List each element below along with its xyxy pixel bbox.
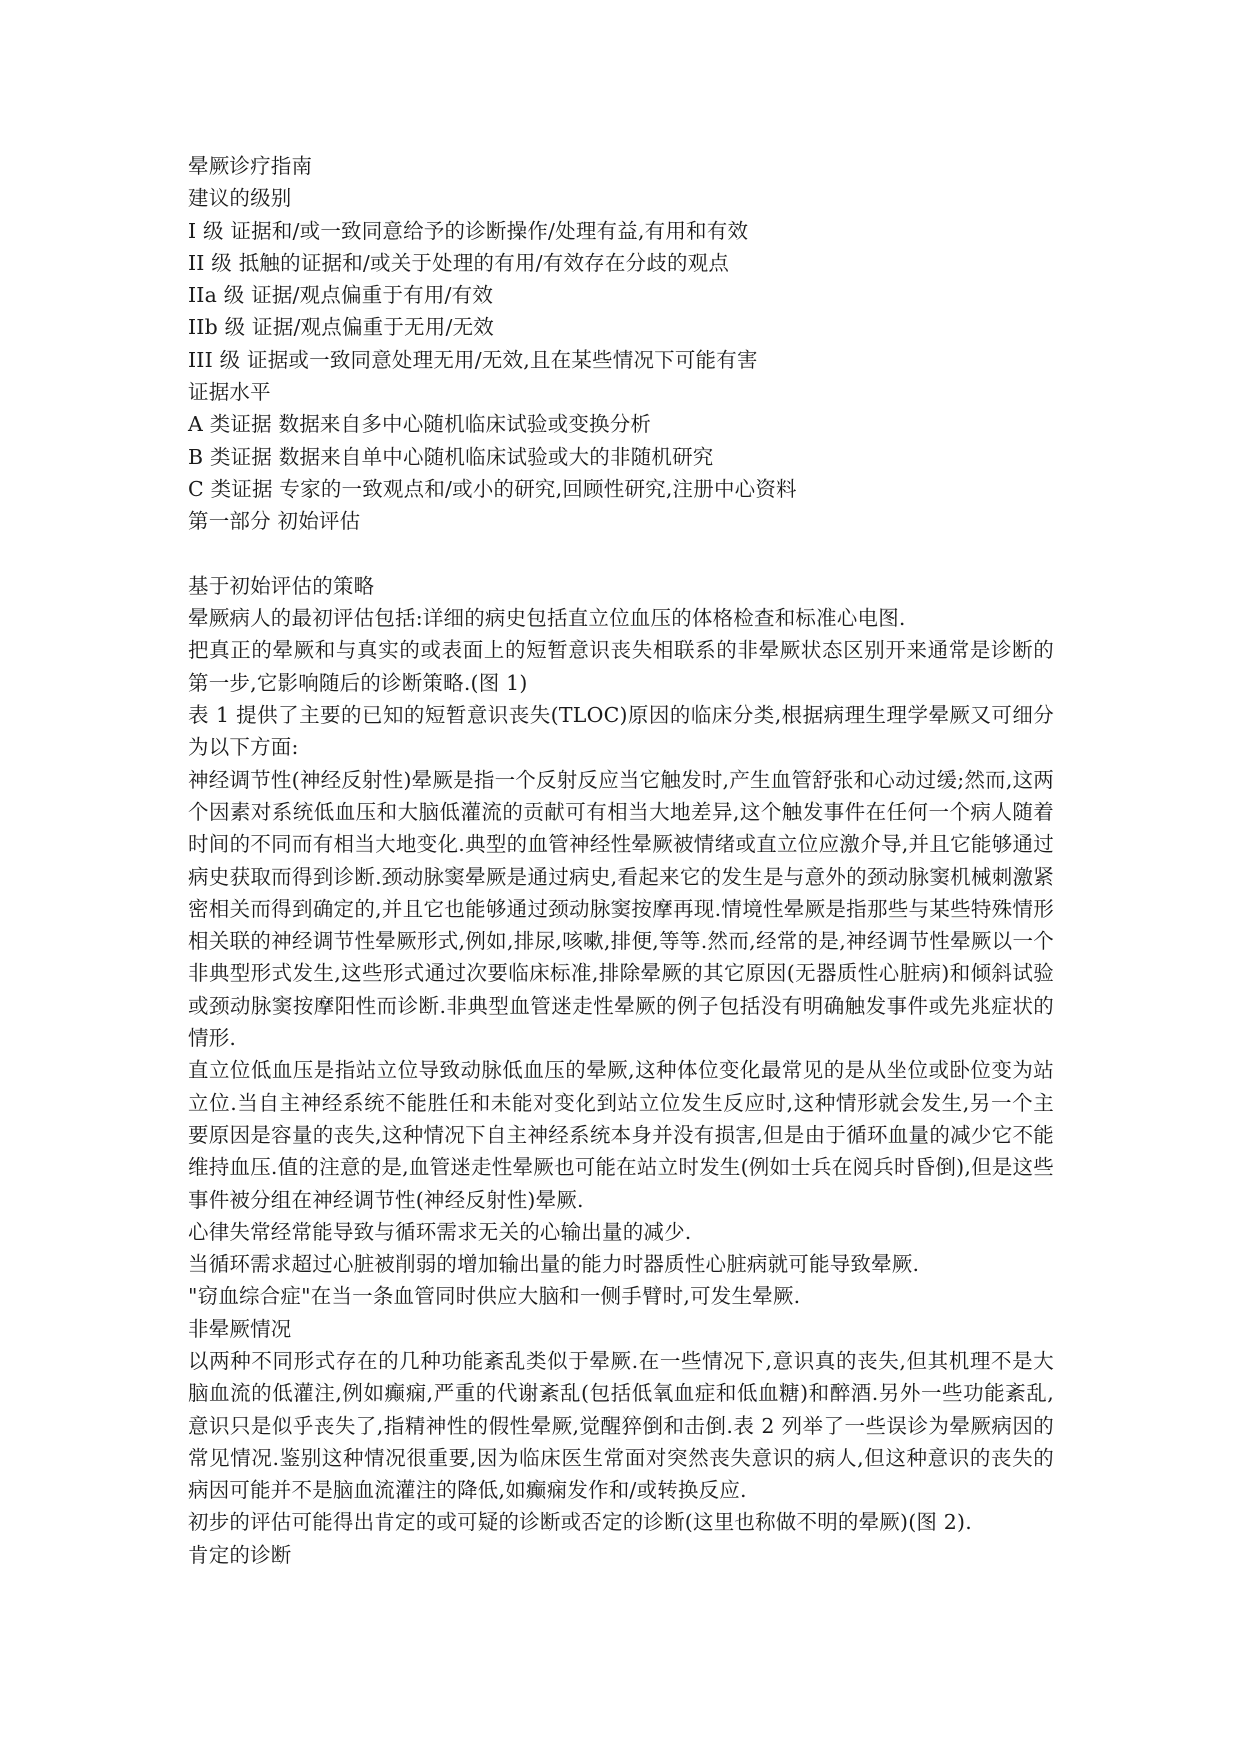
body-paragraph: 心律失常经常能导致与循环需求无关的心输出量的减少. [188, 1219, 692, 1244]
body-paragraph: 把真正的晕厥和与真实的或表面上的短暂意识丧失相联系的非晕厥状态区别开来通常是诊断的第一步,它影响随后的诊断策略.(图 1) [188, 638, 1054, 695]
rec-level-item: IIb 级 证据/观点偏重于无用/无效 [188, 315, 494, 340]
document-title: 晕厥诊疗指南 [188, 154, 313, 178]
evidence-level-item: A 类证据 数据来自多中心随机临床试验或变换分析 [188, 412, 652, 437]
rec-level-item: I 级 证据和/或一致同意给予的诊断操作/处理有益,有用和有效 [188, 218, 749, 243]
body-paragraph: 初步的评估可能得出肯定的或可疑的诊断或否定的诊断(这里也称做不明的晕厥)(图 2). [188, 1510, 972, 1535]
evidence-level-item: B 类证据 数据来自单中心随机临床试验或大的非随机研究 [188, 444, 714, 469]
body-paragraph: 晕厥病人的最初评估包括:详细的病史包括直立位血压的体格检查和标准心电图. [188, 606, 906, 631]
blank-line [188, 538, 1054, 570]
evidence-level-item: C 类证据 专家的一致观点和/或小的研究,回顾性研究,注册中心资料 [188, 476, 797, 501]
body-paragraph: 神经调节性(神经反射性)晕厥是指一个反射反应当它触发时,产生血管舒张和心动过缓;然而,这两个因素对系统低血压和大脑低灌流的贡献可有相当大地差异,这个触发事件在任何一个病人随着时间的不同而有相当大地变化.典型的血管神经性晕厥被情绪或直立位应激介导,并且它能够通过病史获取而得到诊断.颈动脉窦晕厥是通过病史,看起来它的发生是与意外的颈动脉窦机械刺激紧密相关而得到确定的,并且它也能够通过颈动脉窦按摩再现.情境性晕厥是指那些与某些特殊情形相关联的神经调节性晕厥形式,例如,排尿,咳嗽,排便,等等.然而,经常的是,神经调节性晕厥以一个非典型形式发生,这些形式通过次要临床标准,排除晕厥的其它原因(无器质性心脏病)和倾斜试验或颈动脉窦按摩阳性而诊断.非典型血管迷走性晕厥的例子包括没有明确触发事件或先兆症状的情形. [188, 767, 1054, 1051]
section-heading-evidence-levels: 证据水平 [188, 380, 271, 405]
section-heading-non-syncope: 非晕厥情况 [188, 1316, 292, 1341]
rec-level-item: IIa 级 证据/观点偏重于有用/有效 [188, 283, 494, 308]
section-heading-strategy: 基于初始评估的策略 [188, 573, 375, 598]
body-paragraph: 当循环需求超过心脏被削弱的增加输出量的能力时器质性心脏病就可能导致晕厥. [188, 1252, 920, 1277]
part-heading: 第一部分 初始评估 [188, 509, 361, 534]
body-paragraph: 直立位低血压是指站立位导致动脉低血压的晕厥,这种体位变化最常见的是从坐位或卧位变为站立位.当自主神经系统不能胜任和未能对变化到站立位发生反应时,这种情形就会发生,另一个主要原因是容量的丧失,这种情况下自主神经系统本身并没有损害,但是由于循环血量的减少它不能维持血压.值的注意的是,血管迷走性晕厥也可能在站立时发生(例如士兵在阅兵时昏倒),但是这些事件被分组在神经调节性(神经反射性)晕厥. [188, 1058, 1054, 1212]
section-heading-positive-diagnosis: 肯定的诊断 [188, 1542, 292, 1567]
body-paragraph: 以两种不同形式存在的几种功能紊乱类似于晕厥.在一些情况下,意识真的丧失,但其机理不是大脑血流的低灌注,例如癫痫,严重的代谢紊乱(包括低氧血症和低血糖)和醉酒.另外一些功能紊乱,意识只是似乎丧失了,指精神性的假性晕厥,觉醒猝倒和击倒.表 2 列举了一些误诊为晕厥病因的常见情况.鉴别这种情况很重要,因为临床医生常面对突然丧失意识的病人,但这种意识的丧失的病因可能并不是脑血流灌注的降低,如癫痫发作和/或转换反应. [188, 1348, 1054, 1503]
document-page [188, 150, 1054, 1571]
section-heading-recommendation-levels: 建议的级别 [188, 186, 292, 211]
rec-level-item: II 级 抵触的证据和/或关于处理的有用/有效存在分歧的观点 [188, 250, 730, 275]
body-paragraph: 表 1 提供了主要的已知的短暂意识丧失(TLOC)原因的临床分类,根据病理生理学晕厥又可细分为以下方面: [188, 703, 1054, 760]
body-paragraph: "窃血综合症"在当一条血管同时供应大脑和一侧手臂时,可发生晕厥. [188, 1284, 801, 1309]
rec-level-item: III 级 证据或一致同意处理无用/无效,且在某些情况下可能有害 [188, 347, 758, 372]
